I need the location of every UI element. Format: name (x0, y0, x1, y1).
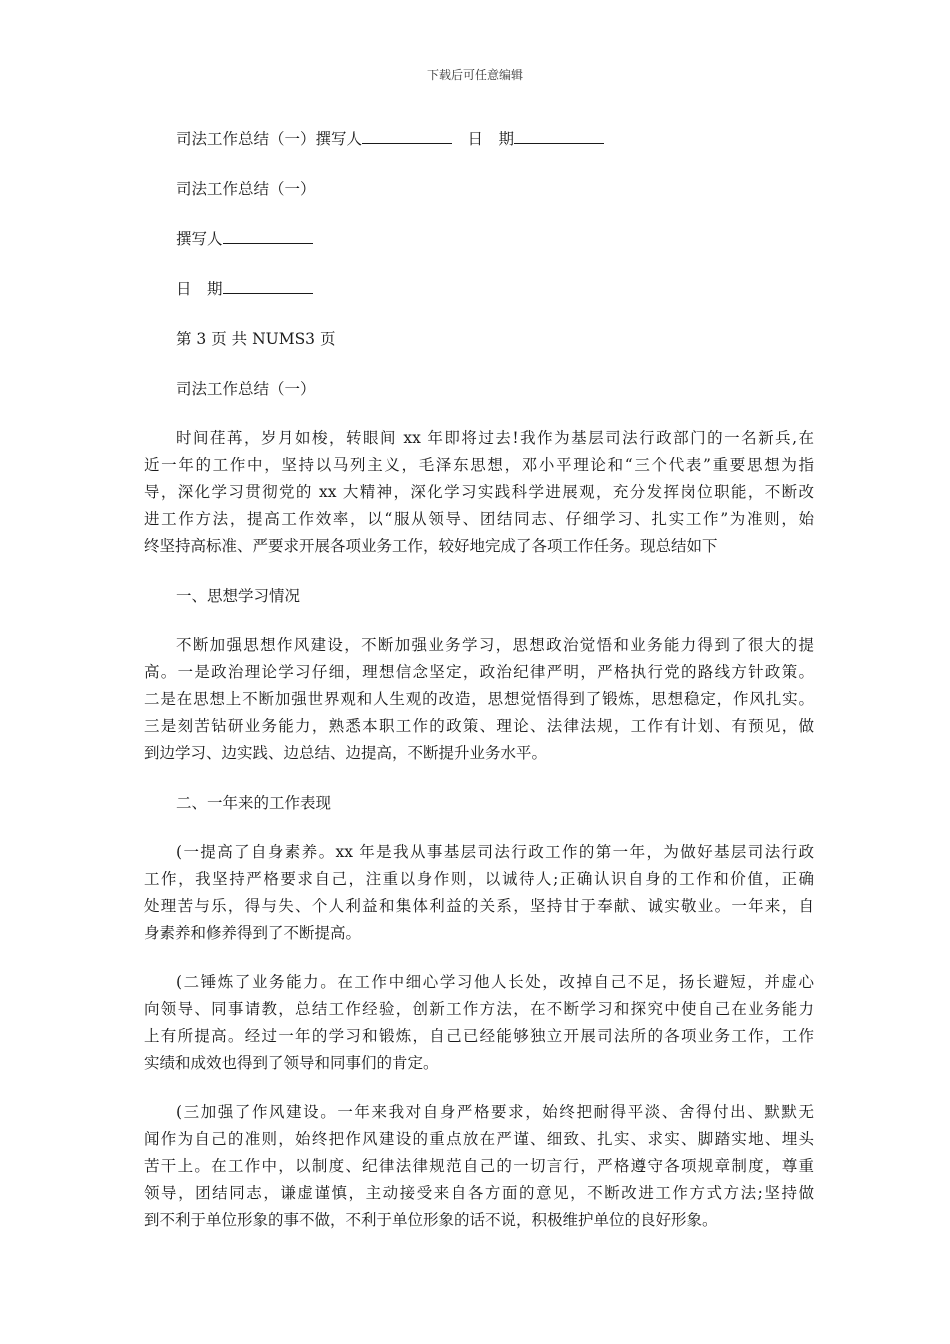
paragraph-4 (144, 1099, 814, 1234)
para2-line: 身素养和修养得到了不断提高。 (144, 924, 362, 942)
paragraph-2 (144, 839, 814, 947)
para1-line: 不断加强思想作风建设，不断加强业务学习，思想政治觉悟和业务能力得到了很大的提 (176, 636, 814, 654)
author-blank (362, 129, 452, 144)
para3-line: 实绩和成效也得到了领导和同事们的肯定。 (144, 1054, 439, 1072)
intro-paragraph (144, 425, 814, 560)
intro-line: 进工作方法，提高工作效率，以“服从领导、团结同志、仔细学习、扎实工作”为准则，始 (144, 510, 814, 528)
date-line-blank (223, 279, 313, 294)
paragraph-1 (144, 632, 814, 767)
intro-line: 时间荏苒，岁月如梭，转眼间 xx 年即将过去!我作为基层司法行政部门的一名新兵,在 (176, 429, 814, 447)
para4-line: 苦干上。在工作中，以制度、纪律法律规范自己的一切言行，严格遵守各项规章制度，尊重 (144, 1157, 814, 1175)
author-line-blank (223, 229, 313, 244)
date-line (144, 275, 814, 303)
document-body (144, 125, 814, 1234)
author-line (144, 225, 814, 253)
para2-line: 工作，我坚持严格要求自己，注重以身作则，以诚待人;正确认识自身的工作和价值，正确 (144, 870, 814, 888)
para1-line: 二是在思想上不断加强世界观和人生观的改造，思想觉悟得到了锻炼，思想稳定，作风扎实。 (144, 690, 814, 708)
intro-line: 近一年的工作中，坚持以马列主义，毛泽东思想，邓小平理论和“三个代表”重要思想为指 (144, 456, 814, 474)
title-line-title: 司法工作总结（一） (176, 130, 316, 148)
para3-line: 上有所提高。经过一年的学习和锻炼，自己已经能够独立开展司法所的各项业务工作，工作 (144, 1027, 814, 1045)
intro-line: 导，深化学习贯彻党的 xx 大精神，深化学习实践科学进展观，充分发挥岗位职能，不断改 (144, 483, 814, 501)
title-line (144, 125, 814, 153)
page-info: 第 3 页 共 NUMS3 页 (176, 330, 336, 348)
doc-title: 司法工作总结（一） (176, 180, 316, 198)
header-note: 下载后可任意编辑 (426, 68, 523, 82)
author-label: 撰写人 (176, 230, 223, 248)
date-blank (514, 129, 604, 144)
section-title: 司法工作总结（一） (176, 380, 316, 398)
date-label: 日 期 (176, 280, 223, 298)
para2-line: (一提高了自身素养。xx 年是我从事基层司法行政工作的第一年，为做好基层司法行政 (176, 843, 814, 861)
heading-1: 一、思想学习情况 (176, 587, 301, 605)
para1-line: 高。一是政治理论学习仔细，理想信念坚定，政治纪律严明，严格执行党的路线方针政策。 (144, 663, 814, 681)
title-line-date-label: 日 期 (467, 130, 515, 148)
para4-line: 闻作为自己的准则，始终把作风建设的重点放在严谨、细致、扎实、求实、脚踏实地、埋头 (144, 1130, 814, 1148)
intro-line: 终坚持高标准、严要求开展各项业务工作，较好地完成了各项工作任务。现总结如下 (144, 537, 718, 555)
para1-line: 到边学习、边实践、边总结、边提高，不断提升业务水平。 (144, 744, 548, 762)
para4-line: 到不利于单位形象的事不做，不利于单位形象的话不说，积极维护单位的良好形象。 (144, 1211, 718, 1229)
para1-line: 三是刻苦钻研业务能力，熟悉本职工作的政策、理论、法律法规，工作有计划、有预见，做 (144, 717, 814, 735)
title-line-author-label: 撰写人 (315, 130, 363, 148)
para3-line: 向领导、同事请教，总结工作经验，创新工作方法，在不断学习和探究中使自己在业务能力 (144, 1000, 814, 1018)
para4-line: (三加强了作风建设。一年来我对自身严格要求，始终把耐得平淡、舍得付出、默默无 (176, 1103, 814, 1121)
para3-line: (二锤炼了业务能力。在工作中细心学习他人长处，改掉自己不足，扬长避短，并虚心 (176, 973, 814, 991)
paragraph-3 (144, 969, 814, 1077)
para2-line: 处理苦与乐，得与失、个人利益和集体利益的关系，坚持甘于奉献、诚实敬业。一年来，自 (144, 897, 814, 915)
heading-2: 二、一年来的工作表现 (176, 794, 332, 812)
para4-line: 领导，团结同志，谦虚谨慎，主动接受来自各方面的意见，不断改进工作方式方法;坚持做 (144, 1184, 814, 1202)
